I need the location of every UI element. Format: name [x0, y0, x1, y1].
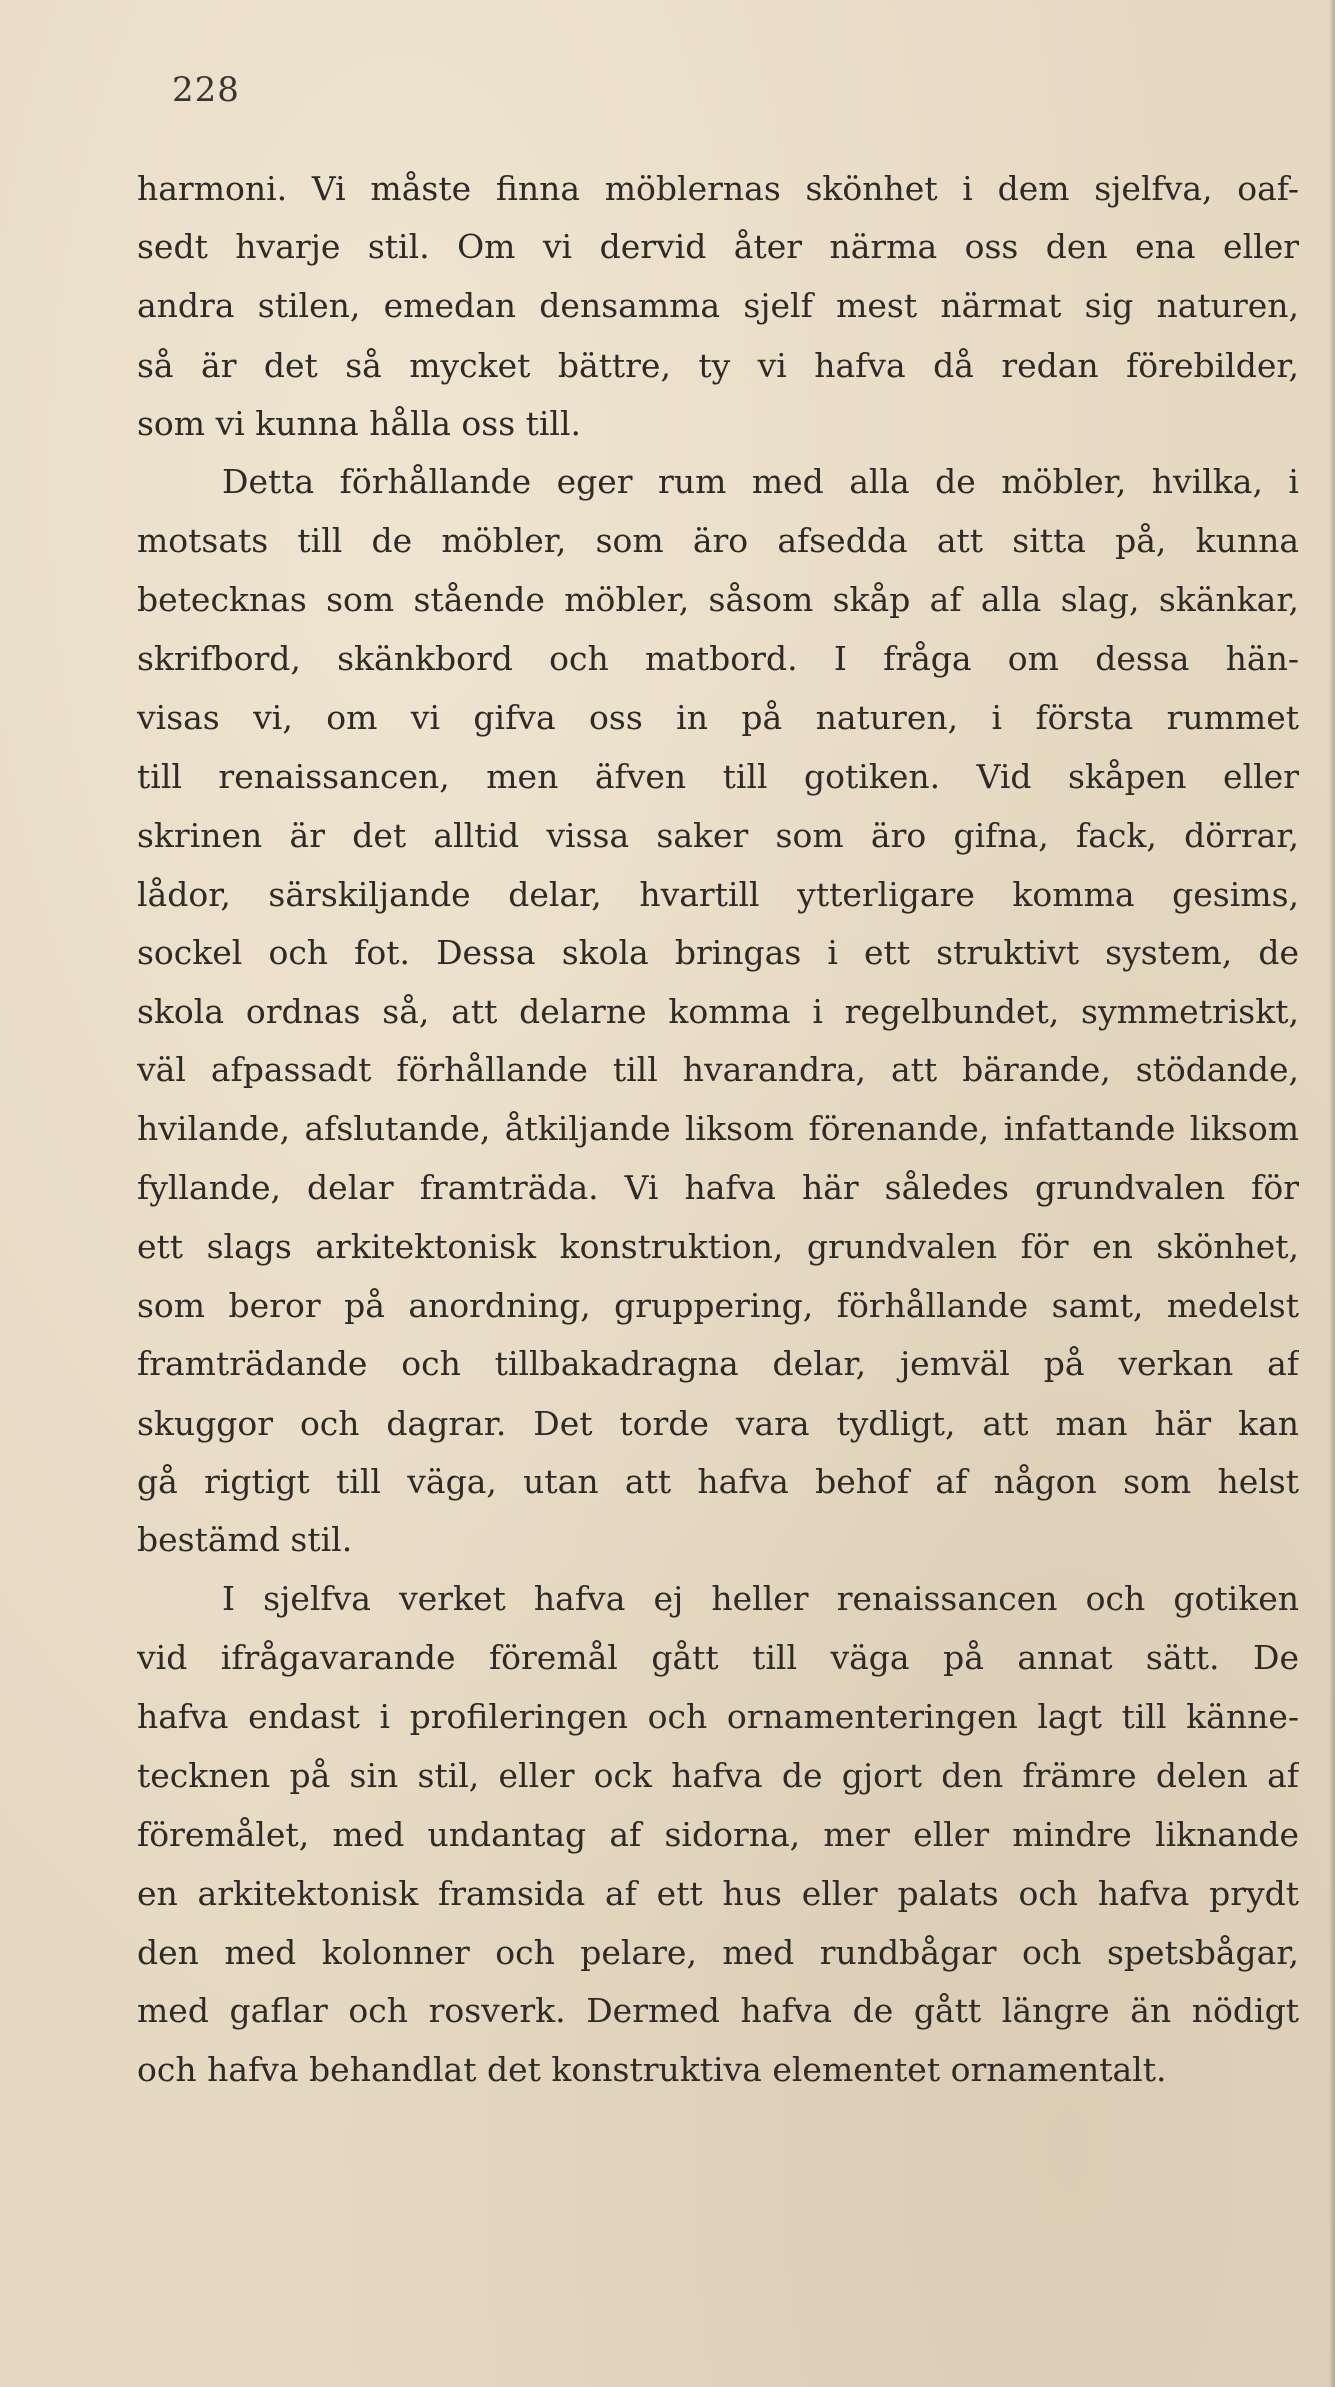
text-line: med gaflar och rosverk. Dermed hafva de gått längre än nödigt — [137, 1991, 1299, 2030]
text-line: föremålet, med undantag af sidorna, mer eller mindre liknande — [137, 1815, 1299, 1854]
text-line: och hafva behandlat det konstruktiva elementet ornamentalt. — [137, 2050, 1167, 2089]
text-line: skuggor och dagrar. Det torde vara tydligt, att man här kan — [137, 1404, 1299, 1443]
text-line: en arkitektonisk framsida af ett hus eller palats och hafva prydt — [137, 1874, 1299, 1913]
text-line: betecknas som stående möbler, såsom skåp af alla slag, skänkar, — [137, 580, 1299, 619]
text-line: skrifbord, skänkbord och matbord. I fråga om dessa hän- — [137, 639, 1299, 678]
text-line: motsats till de möbler, som äro afsedda att sitta på, kunna — [137, 521, 1299, 560]
text-line: bestämd stil. — [137, 1520, 353, 1559]
text-line: skola ordnas så, att delarne komma i regelbundet, symmetriskt, — [137, 992, 1299, 1031]
text-line: fyllande, delar framträda. Vi hafva här således grundvalen för — [137, 1168, 1299, 1207]
text-line: som vi kunna hålla oss till. — [137, 404, 582, 443]
text-line: till renaissancen, men äfven till gotiken. Vid skåpen eller — [137, 757, 1299, 796]
text-line: så är det så mycket bättre, ty vi hafva då redan förebilder, — [137, 346, 1299, 385]
text-line: hafva endast i profileringen och ornamenteringen lagt till känne- — [137, 1697, 1299, 1736]
text-line: sockel och fot. Dessa skola bringas i ett struktivt system, de — [137, 933, 1299, 972]
text-line: harmoni. Vi måste finna möblernas skönhet i dem sjelfva, oaf- — [137, 169, 1299, 208]
text-line: som beror på anordning, gruppering, förhållande samt, medelst — [137, 1286, 1299, 1325]
text-line: framträdande och tillbakadragna delar, jemväl på verkan af — [137, 1344, 1299, 1383]
text-line: väl afpassadt förhållande till hvarandra, att bärande, stödande, — [137, 1050, 1299, 1089]
page-edge-shadow — [1329, 0, 1335, 2387]
text-line: andra stilen, emedan densamma sjelf mest närmat sig naturen, — [137, 286, 1299, 325]
text-line: visas vi, om vi gifva oss in på naturen, i första rummet — [137, 698, 1299, 737]
text-line: hvilande, afslutande, åtkiljande liksom förenande, infattande liksom — [137, 1109, 1299, 1148]
text-line: den med kolonner och pelare, med rundbågar och spetsbågar, — [137, 1933, 1299, 1972]
text-line: tecknen på sin stil, eller ock hafva de gjort den främre delen af — [137, 1756, 1299, 1795]
text-line: Detta förhållande eger rum med alla de möbler, hvilka, i — [222, 462, 1299, 501]
text-line: vid ifrågavarande föremål gått till väga på annat sätt. De — [137, 1638, 1299, 1677]
text-line: I sjelfva verket hafva ej heller renaissancen och gotiken — [222, 1579, 1299, 1618]
text-line: lådor, särskiljande delar, hvartill ytterligare komma gesims, — [137, 875, 1299, 914]
text-line: ett slags arkitektonisk konstruktion, grundvalen för en skönhet, — [137, 1227, 1299, 1266]
text-line: sedt hvarje stil. Om vi dervid åter närma oss den ena eller — [137, 227, 1299, 266]
text-line: gå rigtigt till väga, utan att hafva behof af någon som helst — [137, 1462, 1299, 1501]
page-number: 228 — [172, 70, 240, 110]
text-line: skrinen är det alltid vissa saker som äro gifna, fack, dörrar, — [137, 816, 1299, 855]
